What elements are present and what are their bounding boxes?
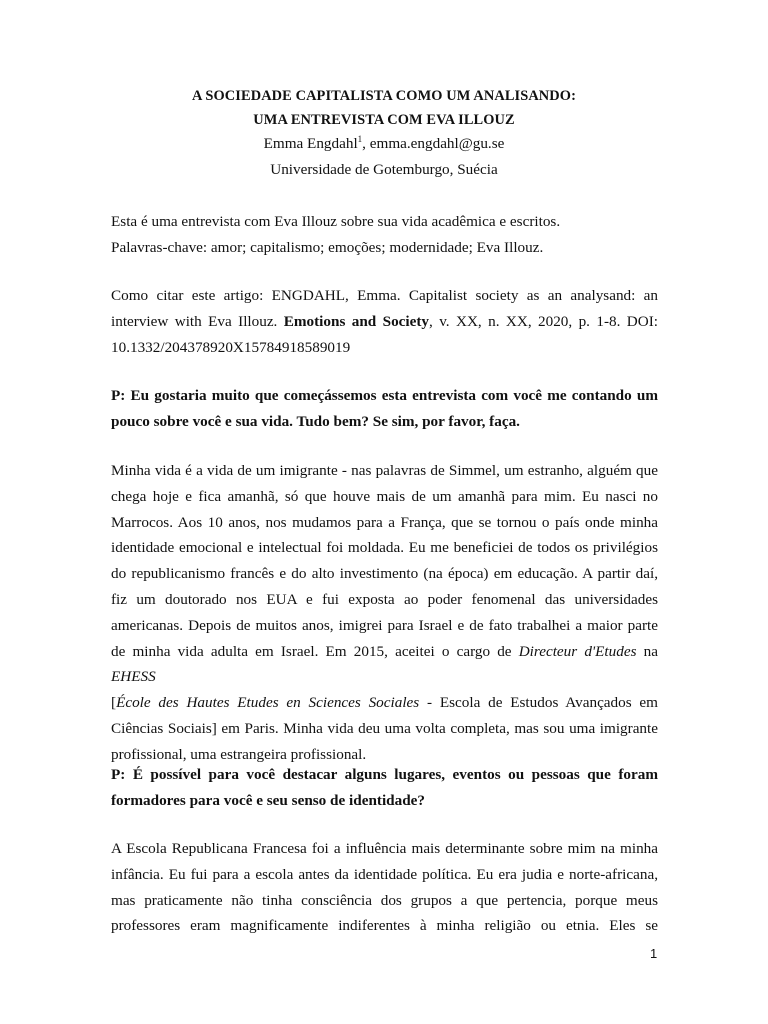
answer-line: mas praticamente não tinha consciência dos grupos a que pertencia, porque meus (111, 891, 658, 909)
abstract-line: Esta é uma entrevista com Eva Illouz sobre sua vida acadêmica e escritos. (111, 213, 561, 230)
question-line: pouco sobre você e sua vida. Tudo bem? Se sim, por favor, faça. (111, 412, 520, 430)
author-email: , emma.engdahl@gu.se (362, 135, 505, 152)
answer-line (111, 639, 658, 691)
answer-line: Marrocos. Aos 10 anos, nos mudamos para a França, que se tornou o país onde minha (111, 513, 658, 531)
citation-text: interview with Eva Illouz. (111, 312, 284, 330)
answer-text: de minha vida adulta em Israel. Em 2015, aceitei o cargo de (111, 642, 519, 660)
answer-text: [ (111, 694, 117, 712)
author-name: Emma Engdahl (263, 135, 358, 152)
answer-line: professores eram magnificamente indiferentes à minha religião ou etnia. Eles se (111, 917, 658, 935)
citation-line (111, 309, 658, 335)
answer-italic: École des Hautes Etudes en Sciences Sociales (116, 694, 420, 712)
answer-line: fiz um doutorado nos EUA e fui exposta ao poder fenomenal das universidades (111, 590, 658, 608)
answer-text: - Escola de Estudos Avançados em (419, 694, 658, 712)
answer-line: Ciências Sociais] em Paris. Minha vida deu uma volta completa, mas sou uma imigrante (111, 719, 658, 737)
answer-italic: EHESS (111, 668, 156, 686)
question-line: P: É possível para você destacar alguns lugares, eventos ou pessoas que foram (111, 766, 658, 783)
citation-text: , v. XX, n. XX, 2020, p. 1-8. DOI: (429, 312, 658, 330)
answer-line (111, 690, 658, 716)
question-line: formadores para você e seu senso de identidade? (111, 791, 425, 809)
author-line (0, 135, 768, 153)
answer-line: chega hoje e fica amanhã, só que houve mais de um amanhã para mim. Eu nasci no (111, 487, 658, 505)
journal-name: Emotions and Society (283, 312, 430, 330)
page-number: 1 (650, 946, 658, 961)
doi-line: 10.1332/204378920X15784918589019 (111, 338, 351, 356)
answer-line: Minha vida é a vida de um imigrante - nas palavras de Simmel, um estranho, alguém que (111, 462, 658, 479)
answer-2 (111, 836, 658, 939)
question-2 (111, 762, 658, 814)
answer-line: do republicanismo francês e do alto investimento (na época) em educação. A partir daí, (111, 565, 658, 583)
question-1 (111, 383, 658, 435)
question-line: P: Eu gostaria muito que começássemos esta entrevista com você me contando um (111, 387, 658, 404)
keywords-line: Palavras-chave: amor; capitalismo; emoções; modernidade; Eva Illouz. (111, 238, 544, 256)
citation-paragraph (111, 283, 658, 360)
footnote-mark: 1 (357, 133, 363, 144)
abstract-paragraph (111, 209, 658, 261)
answer-line: A Escola Republicana Francesa foi a influência mais determinante sobre mim na minha (111, 840, 658, 857)
citation-line: Como citar este artigo: ENGDAHL, Emma. Capitalist society as an analysand: an (111, 287, 658, 304)
answer-line: identidade emocional e intelectual foi moldada. Eu me beneficiei de todos os privilégios (111, 539, 658, 557)
answer-line: profissional, uma estrangeira profissional. (111, 745, 367, 763)
answer-line: infância. Eu fui para a escola antes da identidade política. Eu era judia e norte-africana, (111, 865, 658, 883)
affiliation: Universidade de Gotemburgo, Suécia (270, 161, 498, 178)
article-title-line-2: UMA ENTREVISTA COM EVA ILLOUZ (253, 112, 515, 128)
answer-1 (111, 458, 658, 768)
article-title-line-1: A SOCIEDADE CAPITALISTA COMO UM ANALISANDO: (192, 88, 576, 104)
answer-italic: Directeur d'Etudes (518, 642, 637, 660)
answer-line: americanas. Depois de muitos anos, imigrei para Israel e de fato trabalhei a maior parte (111, 616, 658, 634)
answer-text: na (636, 642, 658, 660)
